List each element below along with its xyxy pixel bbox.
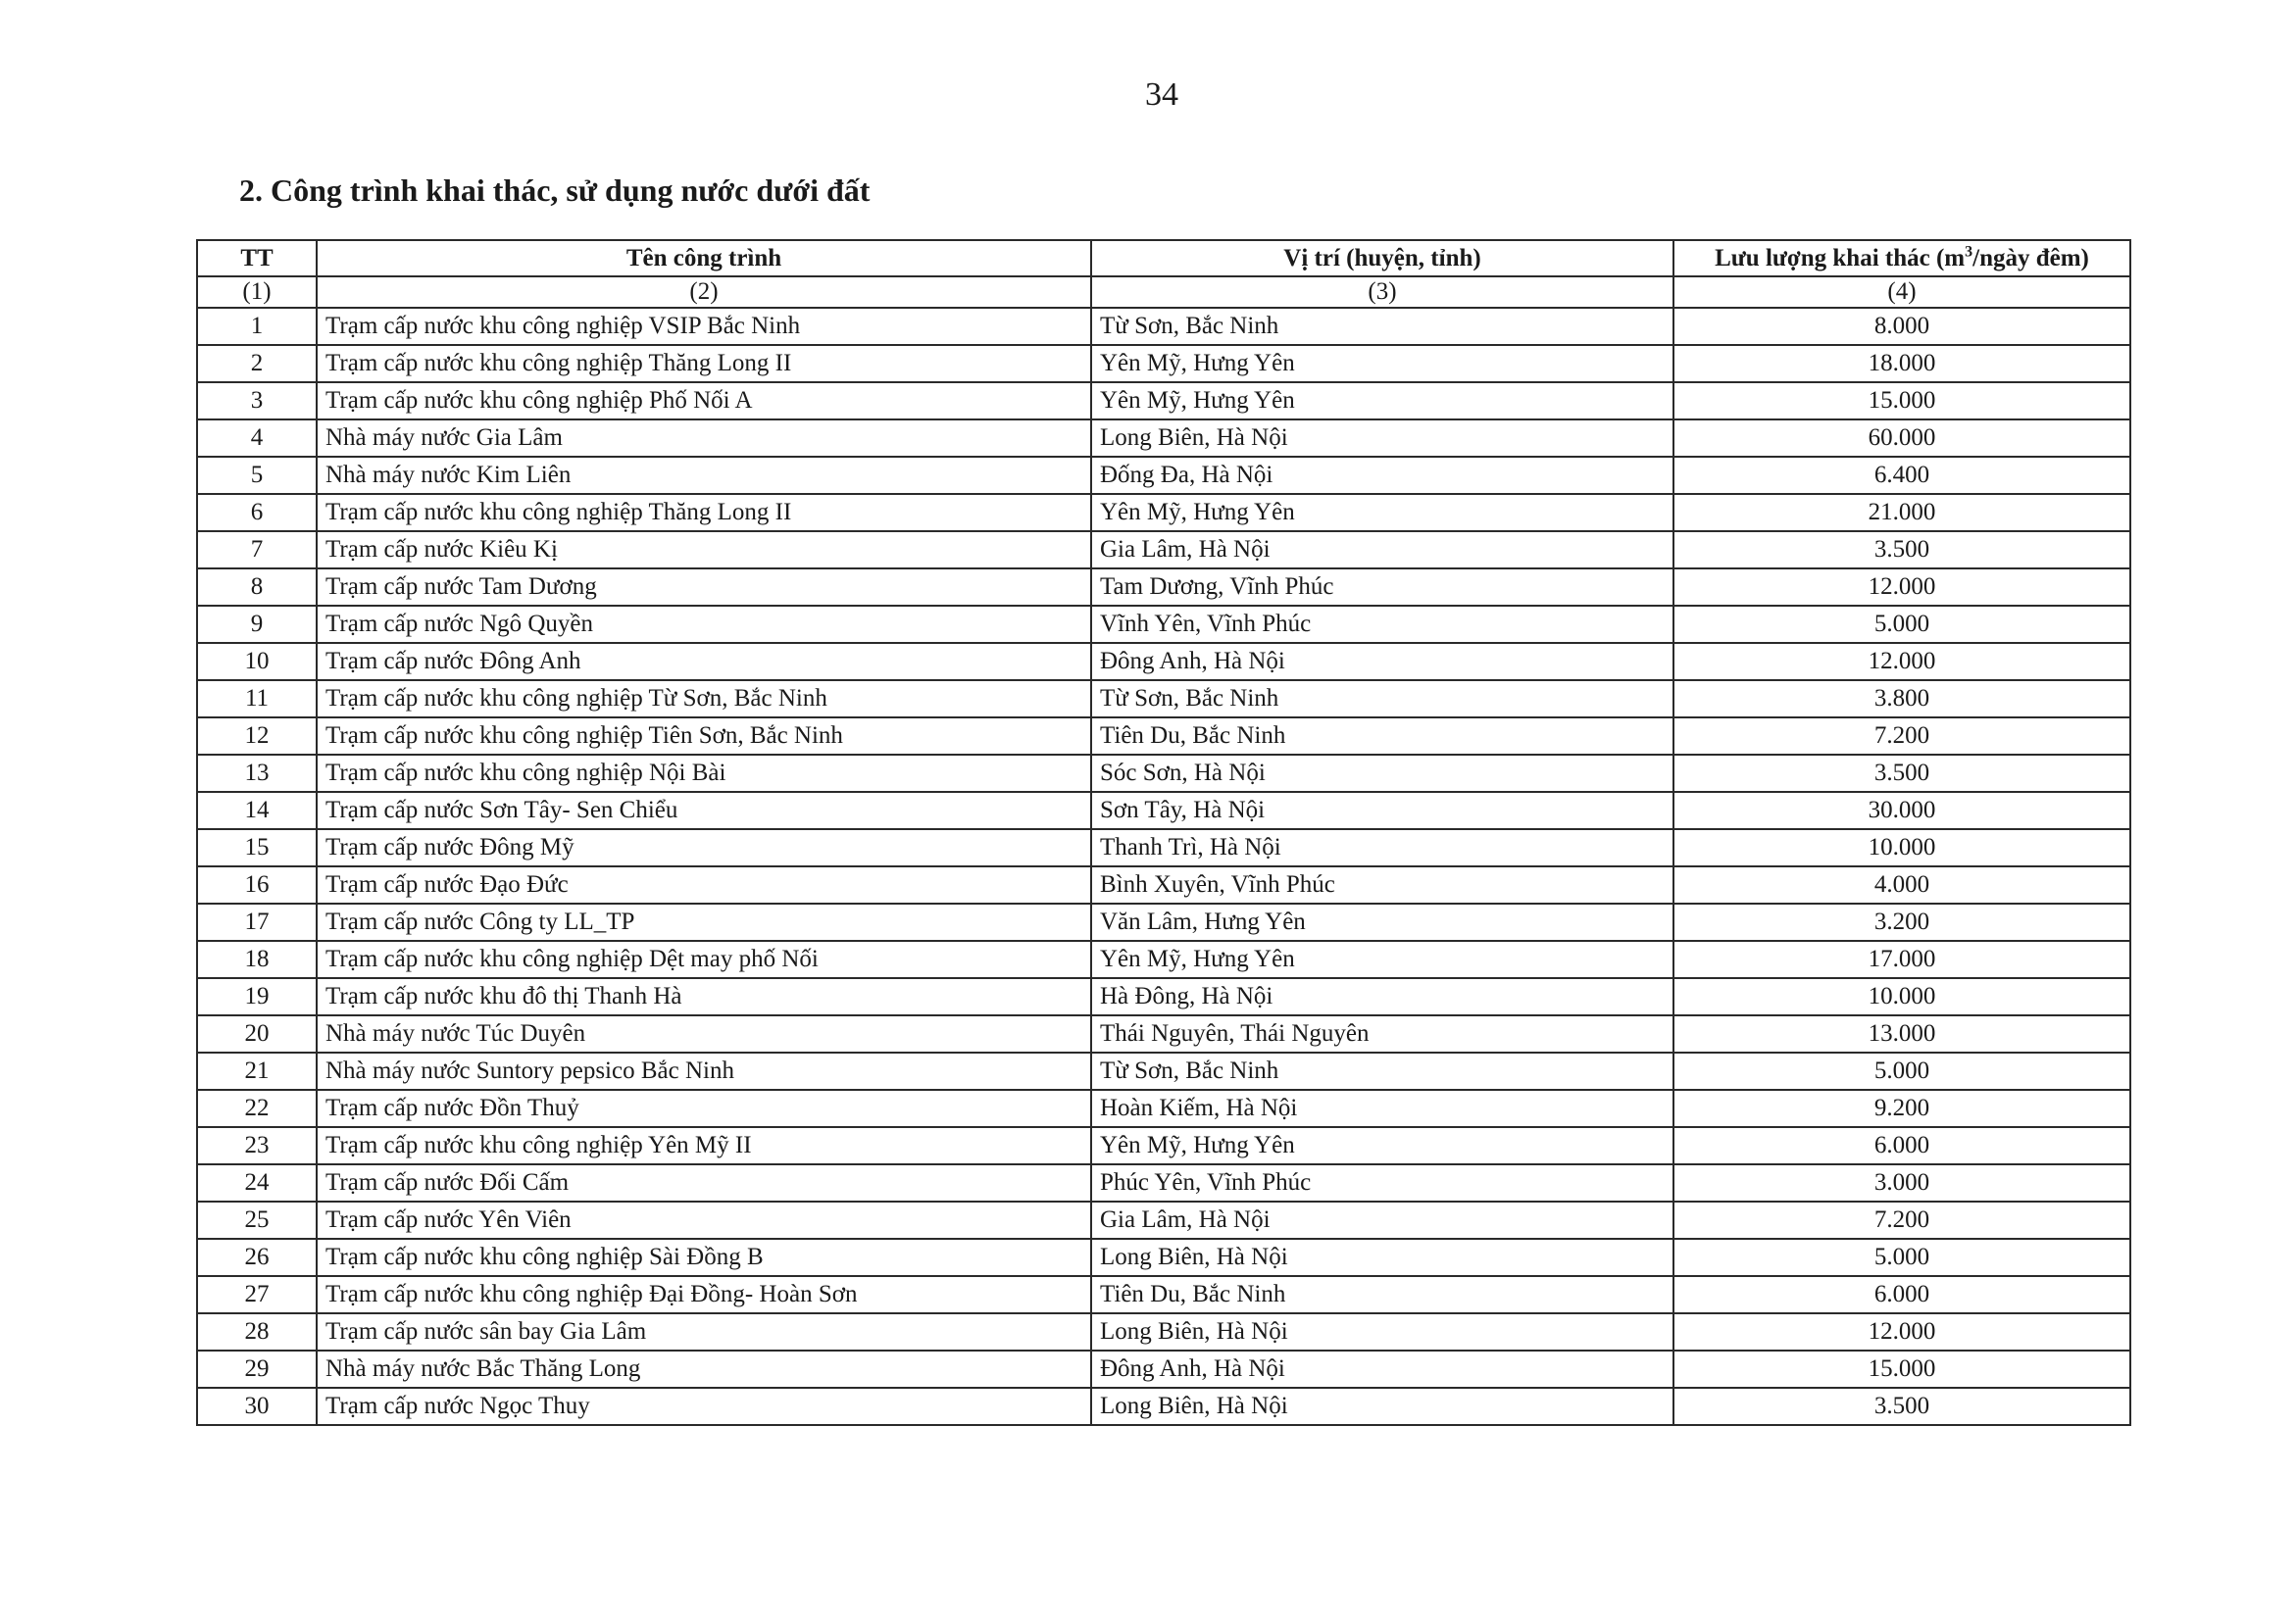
row-tt-cell: 9 bbox=[197, 606, 317, 643]
row-name-cell: Trạm cấp nước Tam Dương bbox=[317, 568, 1091, 606]
table-row bbox=[197, 829, 2130, 866]
row-location-cell: Thanh Trì, Hà Nội bbox=[1091, 829, 1673, 866]
header-flow-sup: 3 bbox=[1965, 243, 1973, 261]
row-flow-cell: 3.500 bbox=[1673, 1388, 2130, 1425]
row-tt-cell: 29 bbox=[197, 1351, 317, 1388]
table-row bbox=[197, 1127, 2130, 1164]
row-tt-cell: 18 bbox=[197, 941, 317, 978]
row-tt-cell: 10 bbox=[197, 643, 317, 680]
row-tt-cell: 7 bbox=[197, 531, 317, 568]
row-tt-cell: 14 bbox=[197, 792, 317, 829]
row-flow-cell: 7.200 bbox=[1673, 717, 2130, 755]
row-tt-cell: 13 bbox=[197, 755, 317, 792]
row-name-cell: Trạm cấp nước khu công nghiệp Phố Nối A bbox=[317, 382, 1091, 419]
table-row bbox=[197, 680, 2130, 717]
row-flow-cell: 17.000 bbox=[1673, 941, 2130, 978]
table-row bbox=[197, 866, 2130, 904]
row-flow-cell: 6.000 bbox=[1673, 1127, 2130, 1164]
row-location-cell: Bình Xuyên, Vĩnh Phúc bbox=[1091, 866, 1673, 904]
row-flow-cell: 3.500 bbox=[1673, 531, 2130, 568]
table-row bbox=[197, 755, 2130, 792]
row-flow-cell: 15.000 bbox=[1673, 1351, 2130, 1388]
section-title: 2. Công trình khai thác, sử dụng nước dưới đất bbox=[239, 172, 871, 208]
row-flow-cell: 12.000 bbox=[1673, 643, 2130, 680]
row-tt-cell: 20 bbox=[197, 1015, 317, 1053]
row-location-cell: Gia Lâm, Hà Nội bbox=[1091, 531, 1673, 568]
row-location-cell: Đông Anh, Hà Nội bbox=[1091, 1351, 1673, 1388]
page-number: 34 bbox=[1145, 76, 1178, 113]
header-flow bbox=[1673, 240, 2130, 276]
row-location-cell: Tiên Du, Bắc Ninh bbox=[1091, 1276, 1673, 1313]
row-location-cell: Long Biên, Hà Nội bbox=[1091, 419, 1673, 457]
row-flow-cell: 10.000 bbox=[1673, 978, 2130, 1015]
row-tt-cell: 4 bbox=[197, 419, 317, 457]
table-row bbox=[197, 419, 2130, 457]
row-location-cell: Thái Nguyên, Thái Nguyên bbox=[1091, 1015, 1673, 1053]
row-tt-cell: 11 bbox=[197, 680, 317, 717]
row-location-cell: Hoàn Kiếm, Hà Nội bbox=[1091, 1090, 1673, 1127]
row-location-cell: Gia Lâm, Hà Nội bbox=[1091, 1202, 1673, 1239]
row-location-cell: Từ Sơn, Bắc Ninh bbox=[1091, 1053, 1673, 1090]
row-flow-cell: 9.200 bbox=[1673, 1090, 2130, 1127]
row-flow-cell: 5.000 bbox=[1673, 606, 2130, 643]
row-tt-cell: 23 bbox=[197, 1127, 317, 1164]
row-flow-cell: 3.000 bbox=[1673, 1164, 2130, 1202]
row-name-cell: Nhà máy nước Túc Duyên bbox=[317, 1015, 1091, 1053]
row-flow-cell: 6.000 bbox=[1673, 1276, 2130, 1313]
table-row bbox=[197, 1202, 2130, 1239]
column-index-2: (2) bbox=[317, 276, 1091, 308]
table-row bbox=[197, 457, 2130, 494]
row-flow-cell: 7.200 bbox=[1673, 1202, 2130, 1239]
row-name-cell: Trạm cấp nước Đối Cấm bbox=[317, 1164, 1091, 1202]
row-flow-cell: 21.000 bbox=[1673, 494, 2130, 531]
row-tt-cell: 16 bbox=[197, 866, 317, 904]
row-flow-cell: 30.000 bbox=[1673, 792, 2130, 829]
row-location-cell: Yên Mỹ, Hưng Yên bbox=[1091, 1127, 1673, 1164]
row-location-cell: Từ Sơn, Bắc Ninh bbox=[1091, 308, 1673, 345]
column-index-4: (4) bbox=[1673, 276, 2130, 308]
row-name-cell: Trạm cấp nước khu công nghiệp Sài Đồng B bbox=[317, 1239, 1091, 1276]
table-row bbox=[197, 792, 2130, 829]
row-name-cell: Trạm cấp nước Ngô Quyền bbox=[317, 606, 1091, 643]
row-location-cell: Yên Mỹ, Hưng Yên bbox=[1091, 345, 1673, 382]
row-tt-cell: 2 bbox=[197, 345, 317, 382]
row-name-cell: Trạm cấp nước Đồn Thuỷ bbox=[317, 1090, 1091, 1127]
column-index-row bbox=[197, 276, 2130, 308]
header-flow-prefix: Lưu lượng khai thác (m bbox=[1715, 245, 1966, 271]
row-location-cell: Sóc Sơn, Hà Nội bbox=[1091, 755, 1673, 792]
row-tt-cell: 8 bbox=[197, 568, 317, 606]
row-flow-cell: 13.000 bbox=[1673, 1015, 2130, 1053]
row-location-cell: Từ Sơn, Bắc Ninh bbox=[1091, 680, 1673, 717]
row-flow-cell: 3.800 bbox=[1673, 680, 2130, 717]
table-row bbox=[197, 308, 2130, 345]
row-location-cell: Long Biên, Hà Nội bbox=[1091, 1388, 1673, 1425]
row-flow-cell: 3.200 bbox=[1673, 904, 2130, 941]
row-tt-cell: 27 bbox=[197, 1276, 317, 1313]
row-tt-cell: 21 bbox=[197, 1053, 317, 1090]
row-tt-cell: 5 bbox=[197, 457, 317, 494]
row-location-cell: Hà Đông, Hà Nội bbox=[1091, 978, 1673, 1015]
row-flow-cell: 15.000 bbox=[1673, 382, 2130, 419]
row-flow-cell: 8.000 bbox=[1673, 308, 2130, 345]
row-name-cell: Nhà máy nước Gia Lâm bbox=[317, 419, 1091, 457]
row-flow-cell: 12.000 bbox=[1673, 568, 2130, 606]
row-name-cell: Trạm cấp nước sân bay Gia Lâm bbox=[317, 1313, 1091, 1351]
row-tt-cell: 22 bbox=[197, 1090, 317, 1127]
table-row bbox=[197, 1388, 2130, 1425]
table-header-row bbox=[197, 240, 2130, 276]
row-location-cell: Long Biên, Hà Nội bbox=[1091, 1313, 1673, 1351]
row-tt-cell: 12 bbox=[197, 717, 317, 755]
column-index-3: (3) bbox=[1091, 276, 1673, 308]
row-flow-cell: 60.000 bbox=[1673, 419, 2130, 457]
row-name-cell: Trạm cấp nước khu công nghiệp Yên Mỹ II bbox=[317, 1127, 1091, 1164]
table-body bbox=[197, 308, 2130, 1425]
header-name: Tên công trình bbox=[317, 240, 1091, 276]
water-works-table bbox=[196, 239, 2131, 1426]
row-tt-cell: 30 bbox=[197, 1388, 317, 1425]
table-row bbox=[197, 1015, 2130, 1053]
header-tt: TT bbox=[197, 240, 317, 276]
row-location-cell: Yên Mỹ, Hưng Yên bbox=[1091, 494, 1673, 531]
row-tt-cell: 25 bbox=[197, 1202, 317, 1239]
row-flow-cell: 5.000 bbox=[1673, 1053, 2130, 1090]
table-row bbox=[197, 531, 2130, 568]
row-location-cell: Sơn Tây, Hà Nội bbox=[1091, 792, 1673, 829]
row-name-cell: Trạm cấp nước Ngọc Thuy bbox=[317, 1388, 1091, 1425]
row-name-cell: Trạm cấp nước Đông Anh bbox=[317, 643, 1091, 680]
table-row bbox=[197, 1164, 2130, 1202]
table-row bbox=[197, 1313, 2130, 1351]
table-row bbox=[197, 1276, 2130, 1313]
row-location-cell: Vĩnh Yên, Vĩnh Phúc bbox=[1091, 606, 1673, 643]
row-location-cell: Tam Dương, Vĩnh Phúc bbox=[1091, 568, 1673, 606]
table-row bbox=[197, 382, 2130, 419]
row-tt-cell: 24 bbox=[197, 1164, 317, 1202]
row-flow-cell: 12.000 bbox=[1673, 1313, 2130, 1351]
row-name-cell: Trạm cấp nước khu công nghiệp VSIP Bắc Ninh bbox=[317, 308, 1091, 345]
row-location-cell: Đông Anh, Hà Nội bbox=[1091, 643, 1673, 680]
row-name-cell: Trạm cấp nước Kiêu Kị bbox=[317, 531, 1091, 568]
row-tt-cell: 26 bbox=[197, 1239, 317, 1276]
row-name-cell: Trạm cấp nước khu công nghiệp Đại Đồng- Hoàn Sơn bbox=[317, 1276, 1091, 1313]
row-tt-cell: 6 bbox=[197, 494, 317, 531]
row-name-cell: Trạm cấp nước Yên Viên bbox=[317, 1202, 1091, 1239]
row-name-cell: Trạm cấp nước Đạo Đức bbox=[317, 866, 1091, 904]
table-row bbox=[197, 1090, 2130, 1127]
row-name-cell: Trạm cấp nước khu công nghiệp Nội Bài bbox=[317, 755, 1091, 792]
row-name-cell: Trạm cấp nước khu công nghiệp Thăng Long II bbox=[317, 345, 1091, 382]
row-flow-cell: 5.000 bbox=[1673, 1239, 2130, 1276]
table-row bbox=[197, 904, 2130, 941]
row-flow-cell: 10.000 bbox=[1673, 829, 2130, 866]
table-row bbox=[197, 978, 2130, 1015]
column-index-1: (1) bbox=[197, 276, 317, 308]
row-location-cell: Phúc Yên, Vĩnh Phúc bbox=[1091, 1164, 1673, 1202]
row-flow-cell: 4.000 bbox=[1673, 866, 2130, 904]
row-name-cell: Trạm cấp nước khu công nghiệp Từ Sơn, Bắc Ninh bbox=[317, 680, 1091, 717]
table-row bbox=[197, 717, 2130, 755]
row-name-cell: Nhà máy nước Kim Liên bbox=[317, 457, 1091, 494]
table-row bbox=[197, 1351, 2130, 1388]
row-name-cell: Nhà máy nước Suntory pepsico Bắc Ninh bbox=[317, 1053, 1091, 1090]
row-name-cell: Trạm cấp nước Đông Mỹ bbox=[317, 829, 1091, 866]
row-tt-cell: 3 bbox=[197, 382, 317, 419]
row-name-cell: Trạm cấp nước khu công nghiệp Tiên Sơn, Bắc Ninh bbox=[317, 717, 1091, 755]
table-row bbox=[197, 494, 2130, 531]
row-location-cell: Tiên Du, Bắc Ninh bbox=[1091, 717, 1673, 755]
row-location-cell: Văn Lâm, Hưng Yên bbox=[1091, 904, 1673, 941]
header-location: Vị trí (huyện, tỉnh) bbox=[1091, 240, 1673, 276]
row-name-cell: Trạm cấp nước khu công nghiệp Dệt may phố Nối bbox=[317, 941, 1091, 978]
table-row bbox=[197, 1053, 2130, 1090]
table-row bbox=[197, 643, 2130, 680]
row-flow-cell: 3.500 bbox=[1673, 755, 2130, 792]
row-name-cell: Trạm cấp nước Sơn Tây- Sen Chiểu bbox=[317, 792, 1091, 829]
row-location-cell: Yên Mỹ, Hưng Yên bbox=[1091, 941, 1673, 978]
row-tt-cell: 1 bbox=[197, 308, 317, 345]
row-tt-cell: 19 bbox=[197, 978, 317, 1015]
row-tt-cell: 17 bbox=[197, 904, 317, 941]
row-location-cell: Đống Đa, Hà Nội bbox=[1091, 457, 1673, 494]
row-name-cell: Trạm cấp nước khu công nghiệp Thăng Long II bbox=[317, 494, 1091, 531]
row-location-cell: Yên Mỹ, Hưng Yên bbox=[1091, 382, 1673, 419]
table-row bbox=[197, 345, 2130, 382]
table-row bbox=[197, 1239, 2130, 1276]
row-flow-cell: 18.000 bbox=[1673, 345, 2130, 382]
table-row bbox=[197, 941, 2130, 978]
row-name-cell: Trạm cấp nước Công ty LL_TP bbox=[317, 904, 1091, 941]
row-name-cell: Trạm cấp nước khu đô thị Thanh Hà bbox=[317, 978, 1091, 1015]
row-flow-cell: 6.400 bbox=[1673, 457, 2130, 494]
row-name-cell: Nhà máy nước Bắc Thăng Long bbox=[317, 1351, 1091, 1388]
table-row bbox=[197, 606, 2130, 643]
row-tt-cell: 15 bbox=[197, 829, 317, 866]
row-tt-cell: 28 bbox=[197, 1313, 317, 1351]
table-row bbox=[197, 568, 2130, 606]
row-location-cell: Long Biên, Hà Nội bbox=[1091, 1239, 1673, 1276]
header-flow-suffix: /ngày đêm) bbox=[1972, 245, 2089, 271]
